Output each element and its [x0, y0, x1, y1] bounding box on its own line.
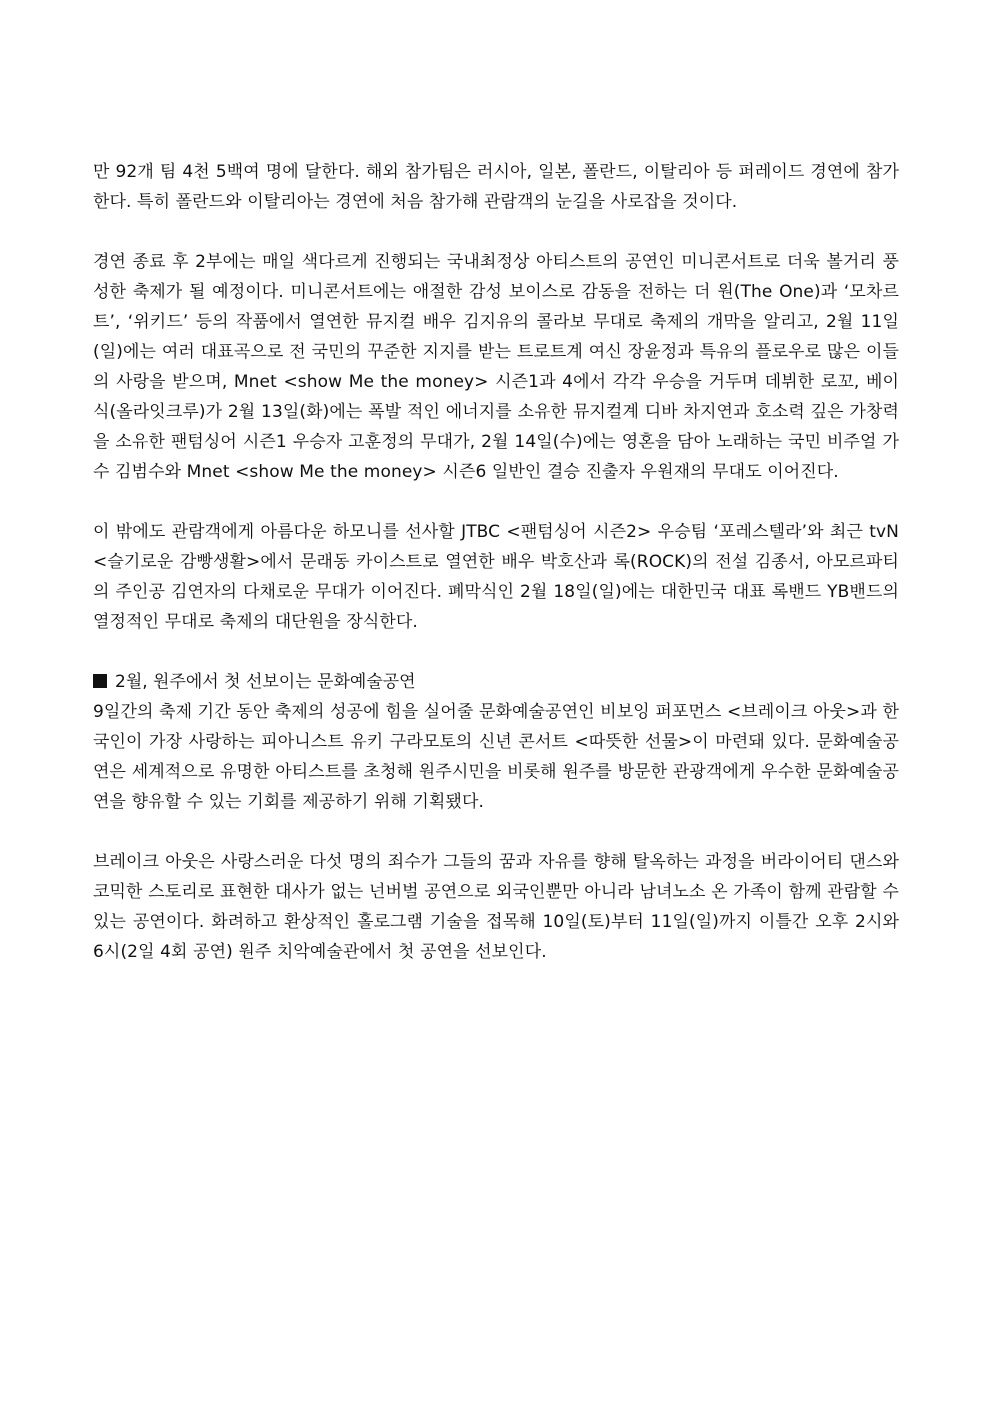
paragraph-1: 만 92개 팀 4천 5백여 명에 달한다. 해외 참가팀은 러시아, 일본, 폴란드, 이탈리아 등 퍼레이드 경연에 참가한다. 특히 폴란드와 이탈리아는 경연에 처음 참가해 관람객의 눈길을 사로잡을 것이다. — [93, 162, 899, 212]
section-paragraph-2: 브레이크 아웃은 사랑스러운 다섯 명의 죄수가 그들의 꿈과 자유를 향해 탈옥하는 과정을 버라이어티 댄스와 코믹한 스토리로 표현한 대사가 없는 넌버벌 공연으로 외국인뿐만 아니라 남녀노소 온 가족이 함께 관람할 수 있는 공연이다. 화려하고 환상적인 홀로그램 기술을 접목해 10일(토)부터 11일(일)까지 이틀간 오후 2시와 6시(2일 4회 공연) 원주 치악예술관에서 첫 공연을 선보인다. — [93, 852, 899, 962]
paragraph-2: 경연 종료 후 2부에는 매일 색다르게 진행되는 국내최정상 아티스트의 공연인 미니콘서트로 더욱 볼거리 풍성한 축제가 될 예정이다. 미니콘서트에는 애절한 감성 보이스로 감동을 전하는 더 원(The One)과 ‘모차르트’, ‘위키드’ 등의 작품에서 열연한 뮤지컬 배우 김지유의 콜라보 무대로 축제의 개막을 알리고, 2월 11일(일)에는 여러 대표곡으로 전 국민의 꾸준한 지지를 받는 트로트계 여신 장윤정과 특유의 플로우로 많은 이들의 사랑을 받으며, Mnet <show Me the money> 시즌1과 4에서 각각 우승을 거두며 데뷔한 로꼬, 베이식(올라잇크루)가 2월 13일(화)에는 폭발 적인 에너지를 소유한 뮤지컬계 디바 차지연과 호소력 깊은 가창력을 소유한 팬텀싱어 시즌1 우승자 고훈정의 무대가, 2월 14일(수)에는 영혼을 담아 노래하는 국민 비주얼 가수 김범수와 Mnet <show Me the money> 시즌6 일반인 결승 진출자 우원재의 무대도 이어진다. — [93, 252, 899, 482]
paragraph-3: 이 밖에도 관람객에게 아름다운 하모니를 선사할 JTBC <팬텀싱어 시즌2> 우승팀 ‘포레스텔라’와 최근 tvN <슬기로운 감빵생활>에서 문래동 카이스트로 열연한 배우 박호산과 록(ROCK)의 전설 김종서, 아모르파티의 주인공 김연자의 다채로운 무대가 이어진다. 폐막식인 2월 18일(일)에는 대한민국 대표 록밴드 YB밴드의 열정적인 무대로 축제의 대단원을 장식한다. — [93, 522, 899, 632]
document-page — [93, 157, 899, 997]
section-heading-text: 2월, 원주에서 첫 선보이는 문화예술공연 — [115, 672, 416, 692]
section-paragraph-1: 9일간의 축제 기간 동안 축제의 성공에 힘을 실어줄 문화예술공연인 비보잉 퍼포먼스 <브레이크 아웃>과 한국인이 가장 사랑하는 피아니스트 유키 구라모토의 신년 콘서트 <따뜻한 선물>이 마련돼 있다. 문화예술공연은 세계적으로 유명한 아티스트를 초청해 원주시민을 비롯해 원주를 방문한 관광객에게 우수한 문화예술공연을 향유할 수 있는 기회를 제공하기 위해 기획됐다. — [93, 702, 899, 812]
section-culture-performances — [93, 667, 899, 967]
section-heading — [93, 667, 899, 697]
black-square-bullet-icon — [93, 674, 107, 688]
